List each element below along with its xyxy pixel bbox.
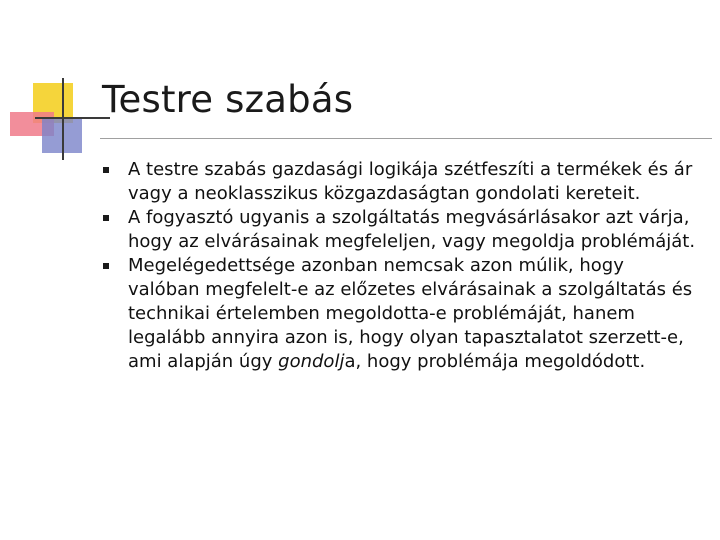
bullet-square-icon xyxy=(103,215,109,221)
logo-decoration xyxy=(0,0,110,170)
bullet-text xyxy=(128,255,692,372)
title-divider xyxy=(100,138,712,139)
bullet-text-italic: gondolj xyxy=(278,351,345,372)
bullet-text-part: a, hogy problémája megoldódott. xyxy=(344,351,646,372)
bullet-square-icon xyxy=(103,167,109,173)
logo-horizontal-line xyxy=(35,117,110,119)
bullet-item xyxy=(100,254,700,374)
bullet-text: A fogyasztó ugyanis a szolgáltatás megvásárlásakor azt várja, hogy az elvárásainak megfeleljen, vagy megoldja problémáját. xyxy=(128,207,696,252)
bullet-text-part: Megelégedettsége azonban nemcsak azon múlik, hogy valóban megfelelt-e az előzetes elvárásainak a szolgáltatás és technikai értelemben megoldotta-e problémáját, hanem legalább annyira azon is, hogy olyan tapasztalatot szerzett-e, ami alapján úgy xyxy=(128,255,693,372)
slide-title: Testre szabás xyxy=(102,78,354,121)
bullet-text: A testre szabás gazdasági logikája szétfeszíti a termékek és ár vagy a neoklasszikus közgazdaságtan gondolati kereteit. xyxy=(128,159,693,204)
bullet-item xyxy=(100,158,700,206)
bullet-item xyxy=(100,206,700,254)
bullet-list xyxy=(100,158,700,374)
bullet-square-icon xyxy=(103,263,109,269)
logo-vertical-line xyxy=(62,78,64,160)
